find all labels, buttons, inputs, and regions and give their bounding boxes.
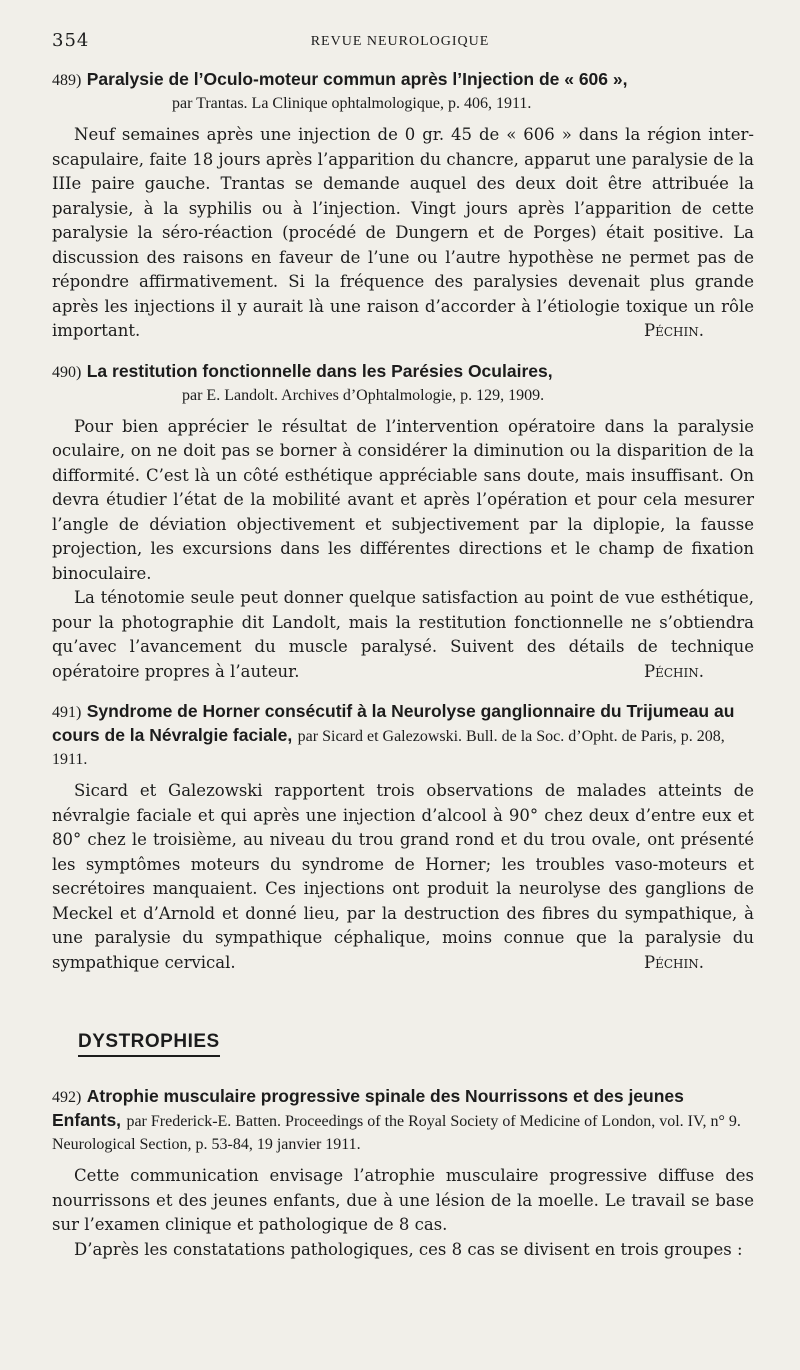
signature: Péchin. <box>644 661 704 681</box>
entry-paragraph <box>52 1164 754 1238</box>
entry-paragraph <box>52 586 754 684</box>
paragraph-text: Pour bien apprécier le résultat de l’intervention opératoire dans la paralysie oculaire, on ne doit pas se borner à considérer la diminution ou la disparition de la difformité. C’est là un côté esthétique appréciable sans doute, mais insuffisant. On devra étudier l’état de la mobilité avant et après l’opération et pour cela mesurer l’angle de déviation objectivement et subjectivement par la diplopie, la fausse projection, les excursions dans les différentes directions et le champ de fixation binoculaire. <box>52 416 754 583</box>
page-number: 354 <box>52 30 90 51</box>
entry-number: 489) <box>52 72 82 89</box>
entry-source: par Frederick-E. Batten. Proceedings of the Royal Society of Medicine of London, vol. IV, n° 9. Neurological Section, p. 53-84, 19 janvier 1911. <box>52 1113 741 1153</box>
paragraph-text: Cette communication envisage l’atrophie musculaire progressive diffuse des nourrissons et des jeunes enfants, due à une lésion de la moelle. Le travail se base sur l’examen clinique et pathologique de 8 cas. <box>52 1166 754 1234</box>
signature: Péchin. <box>644 321 704 340</box>
entry-paragraph <box>52 123 754 344</box>
paragraph-text: D’après les constatations pathologiques, ces 8 cas se divisent en trois groupes : <box>74 1239 743 1259</box>
abstract-entry-492 <box>52 1085 754 1262</box>
entry-number: 491) <box>52 704 82 721</box>
entry-number: 492) <box>52 1089 82 1106</box>
running-title: REVUE NEUROLOGIQUE <box>310 34 490 49</box>
paragraph-text: La ténotomie seule peut donner quelque satisfaction au point de vue esthétique, pour la photographie dit Landolt, mais la restitution fonctionnelle ne s’obtiendra qu’avec l’avancement du muscle paralysé. Suivent des détails de technique opératoire propres à l’auteur. <box>52 588 754 681</box>
entry-title: Atrophie musculaire progressive spinale des Nourrissons et des jeunes Enfants, <box>52 1086 684 1130</box>
entry-heading <box>52 700 754 771</box>
entry-number: 490) <box>52 363 82 381</box>
entry-paragraph <box>52 779 754 975</box>
paragraph-text: Neuf semaines après une injection de 0 gr. 45 de « 606 » dans la région inter-scapulaire, faite 18 jours après l’apparition du chancre, apparut une paralysie de la IIIe paire gauche. Trantas se demande auquel des deux doit être attribuée la paralysie, à la syphilis ou à l’injection. Vingt jours après l’apparition de cette paralysie la séro-réaction (procédé de Dungern et de Porges) était positive. La discussion des raisons en faveur de l’une ou l’autre hypothèse ne permet pas de répondre affirmativement. Si la fréquence des paralysies devenait plus grande après les injections il y aurait là une raison d’accorder à l’étiologie toxique un rôle important. <box>52 125 754 340</box>
abstract-entry-491 <box>52 700 754 975</box>
page-header <box>0 22 800 52</box>
entry-title: Syndrome de Horner consécutif à la Neurolyse ganglionnaire du Trijumeau au cours de la Névralgie faciale, <box>52 701 735 745</box>
entry-heading <box>52 68 754 115</box>
entry-source: par Trantas. La Clinique ophtalmologique, p. 406, 1911. <box>172 95 532 112</box>
section-heading: DYSTROPHIES <box>78 1031 220 1057</box>
entry-heading <box>52 360 754 407</box>
page-content <box>52 68 754 1278</box>
entry-paragraph <box>52 1238 754 1263</box>
abstract-entry-489 <box>52 68 754 344</box>
entry-heading <box>52 1085 754 1156</box>
entry-title: La restitution fonctionnelle dans les Parésies Oculaires, <box>86 360 553 381</box>
signature: Péchin. <box>644 952 704 972</box>
entry-paragraph <box>52 415 754 587</box>
entry-source: par E. Landolt. Archives d’Ophtalmologie, p. 129, 1909. <box>182 386 545 404</box>
abstract-entry-490 <box>52 360 754 685</box>
entry-source: par Sicard et Galezowski. Bull. de la Soc. d’Opht. de Paris, p. 208, 1911. <box>52 728 725 768</box>
entry-title: Paralysie de l’Oculo-moteur commun après l’Injection de « 606 », <box>86 69 628 89</box>
paragraph-text: Sicard et Galezowski rapportent trois observations de malades atteints de névralgie faciale et qui après une injection d’alcool à 90° chez deux d’entre eux et 80° chez le troisième, au niveau du trou grand rond et du trou ovale, ont présenté les symptômes moteurs du syndrome de Horner; les troubles vaso-moteurs et secrétoires manquaient. Ces injections ont produit la neurolyse des ganglions de Meckel et d’Arnold et donné lieu, par la destruction des fibres du sympathique, à une paralysie du sympathique céphalique, moins connue que la paralysie du sympathique cervical. <box>52 781 754 972</box>
